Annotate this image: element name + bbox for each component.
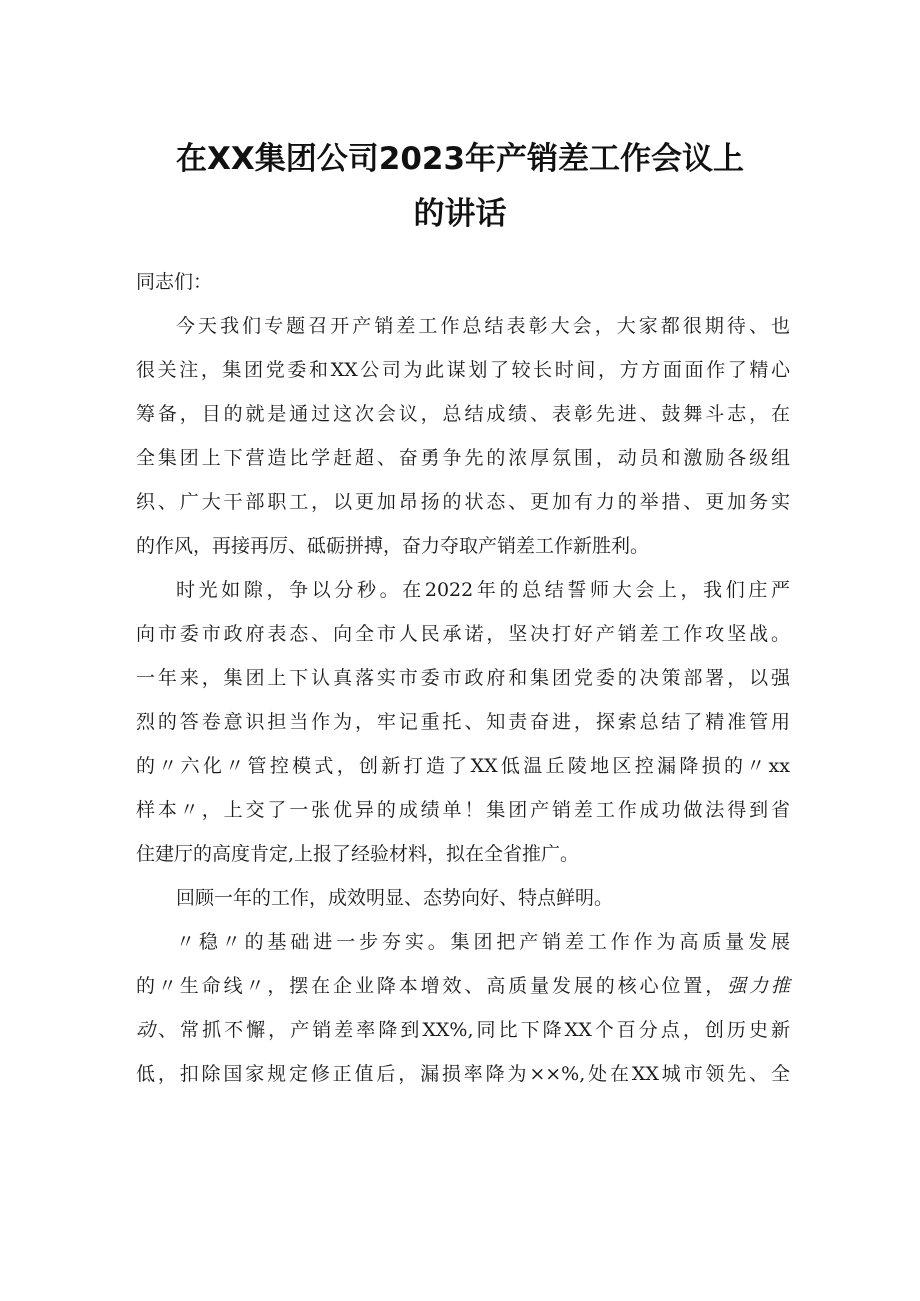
title-line-1: 在XX集团公司2023年产销差工作会议上 <box>175 141 745 177</box>
paragraph-4-text: 、常抓不懈，产销差率降到XX%,同比下降XX个百分点，创历史新 <box>158 1019 790 1041</box>
greeting: 同志们： <box>136 271 213 293</box>
paragraph-4-line <box>136 1008 790 1052</box>
paragraph-2-line: 住建厅的高度肯定,上报了经验材料，拟在全省推广。 <box>136 843 580 865</box>
paragraph-1-line: 今天我们专题召开产销差工作总结表彰大会，大家都很期待、也 <box>176 315 790 337</box>
paragraph-4-line: 〃稳〃的基础进一步夯实。集团把产销差工作作为高质量发展 <box>176 931 790 953</box>
emphasis-text: 动 <box>136 1019 159 1041</box>
paragraph-1 <box>136 304 790 568</box>
paragraph-4-line <box>136 964 790 1008</box>
paragraph-2-line: 样本〃，上交了一张优异的成绩单！集团产销差工作成功做法得到省 <box>136 799 790 821</box>
paragraph-1-line: 很关注，集团党委和XX公司为此谋划了较长时间，方方面面作了精心 <box>136 359 790 381</box>
paragraph-1-line: 织、广大干部职工，以更加昂扬的状态、更加有力的举措、更加务实 <box>136 491 790 513</box>
paragraph-1-line: 全集团上下营造比学赶超、奋勇争先的浓厚氛围，动员和激励各级组 <box>136 447 790 469</box>
paragraph-4 <box>136 920 790 1096</box>
paragraph-2 <box>136 568 790 876</box>
paragraph-2-line: 时光如隙，争以分秒。在2022年的总结誓师大会上，我们庄严 <box>176 579 790 601</box>
document-title <box>130 0 790 260</box>
paragraph-3-line: 回顾一年的工作，成效明显、态势向好、特点鲜明。 <box>176 887 614 909</box>
paragraph-3 <box>136 876 790 920</box>
paragraph-1-line: 筹备，目的就是通过这次会议，总结成绩、表彰先进、鼓舞斗志，在 <box>136 403 790 425</box>
paragraph-2-line: 一年来，集团上下认真落实市委市政府和集团党委的决策部署，以强 <box>136 667 790 689</box>
paragraph-4-text: 的〃生命线〃，摆在企业降本增效、高质量发展的核心位置， <box>136 975 728 997</box>
paragraph-2-line: 烈的答卷意识担当作为，牢记重托、知责奋进，探索总结了精准管用 <box>136 711 790 733</box>
emphasis-text: 强力推 <box>727 975 790 997</box>
paragraph-1-line: 的作风，再接再厉、砥砺拼搏，奋力夺取产销差工作新胜利。 <box>136 535 650 557</box>
paragraph-2-line: 向市委市政府表态、向全市人民承诺，坚决打好产销差工作攻坚战。 <box>136 623 790 645</box>
paragraph-4-line: 低，扣除国家规定修正值后，漏损率降为××%,处在XX城市领先、全 <box>136 1063 790 1085</box>
title-line-2: 的讲话 <box>413 196 507 232</box>
paragraph-2-line: 的〃六化〃管控模式，创新打造了XX低温丘陵地区控漏降损的〃xx <box>136 755 790 777</box>
